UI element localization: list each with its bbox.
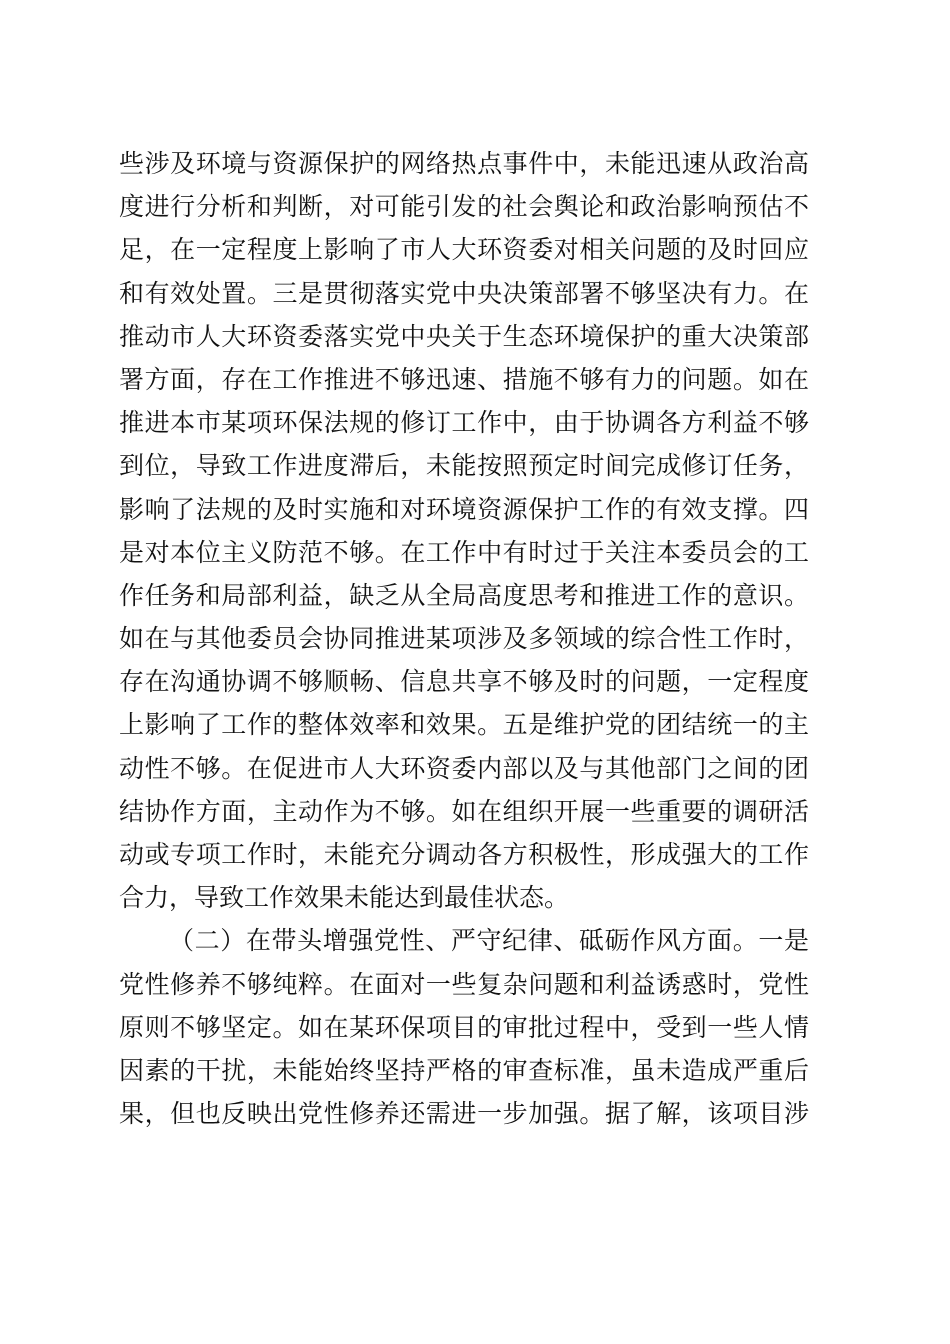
text-line: 果，但也反映出党性修养还需进一步加强。据了解，该项目涉: [119, 1099, 809, 1129]
text-line: 度进行分析和判断，对可能引发的社会舆论和政治影响预估不: [119, 192, 809, 222]
text-line: 如在与其他委员会协同推进某项涉及多领域的综合性工作时，: [119, 624, 809, 654]
body-text: [119, 142, 809, 1135]
text-line: 推进本市某项环保法规的修订工作中，由于协调各方利益不够: [119, 408, 809, 438]
text-line: 到位，导致工作进度滞后，未能按照预定时间完成修订任务，: [119, 451, 809, 481]
text-line: 和有效处置。三是贯彻落实党中央决策部署不够坚决有力。在: [119, 278, 809, 308]
text-line: 影响了法规的及时实施和对环境资源保护工作的有效支撑。四: [119, 494, 809, 524]
text-line: 原则不够坚定。如在某环保项目的审批过程中，受到一些人情: [119, 1012, 809, 1042]
text-line: 上影响了工作的整体效率和效果。五是维护党的团结统一的主: [119, 710, 809, 740]
paragraph-end-line: 合力，导致工作效果未能达到最佳状态。: [119, 883, 570, 913]
text-line: 作任务和局部利益，缺乏从全局高度思考和推进工作的意识。: [119, 580, 809, 610]
text-line: 署方面，存在工作推进不够迅速、措施不够有力的问题。如在: [119, 364, 809, 394]
text-line: 动或专项工作时，未能充分调动各方积极性，形成强大的工作: [119, 840, 809, 869]
text-line: 党性修养不够纯粹。在面对一些复杂问题和利益诱惑时，党性: [119, 969, 809, 999]
text-line: 是对本位主义防范不够。在工作中有时过于关注本委员会的工: [119, 537, 809, 567]
text-line: 推动市人大环资委落实党中央关于生态环境保护的重大决策部: [119, 321, 809, 351]
text-line: 足，在一定程度上影响了市人大环资委对相关问题的及时回应: [119, 235, 809, 265]
text-line: 结协作方面，主动作为不够。如在组织开展一些重要的调研活: [119, 796, 809, 826]
text-line: 因素的干扰，未能始终坚持严格的审查标准，虽未造成严重后: [119, 1055, 809, 1085]
text-line: 些涉及环境与资源保护的网络热点事件中，未能迅速从政治高: [119, 149, 809, 178]
text-line: 存在沟通协调不够顺畅、信息共享不够及时的问题，一定程度: [119, 667, 809, 697]
section-heading-line: （二）在带头增强党性、严守纪律、砥砺作风方面。一是: [169, 926, 809, 956]
text-line: 动性不够。在促进市人大环资委内部以及与其他部门之间的团: [119, 753, 809, 783]
